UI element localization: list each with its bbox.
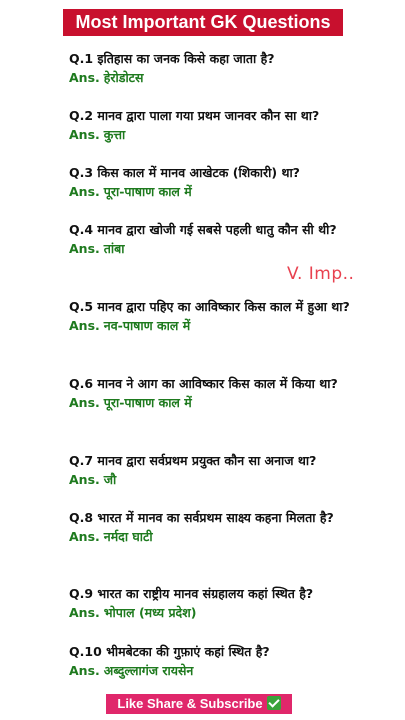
- question-text: Q.1 इतिहास का जनक किसे कहा जाता है?: [69, 51, 275, 66]
- answer-line: [69, 125, 369, 144]
- qa-item-1: [69, 49, 369, 87]
- answer-line: [69, 527, 369, 546]
- answer-line: [69, 68, 369, 87]
- answer-text: नर्मदा घाटी: [103, 529, 153, 544]
- question-text: Q.5 मानव द्वारा पहिए का आविष्कार किस काल में हुआ था?: [69, 299, 350, 314]
- question-text: Q.10 भीमबेटका की गुफ़ाएं कहां स्थित है?: [69, 644, 270, 659]
- answer-prefix: Ans.: [69, 184, 100, 199]
- question-text: Q.8 भारत में मानव का सर्वप्रथम साक्ष्य कहना मिलता है?: [69, 510, 334, 525]
- answer-line: [69, 316, 369, 335]
- qa-item-7: [69, 451, 369, 489]
- answer-text: तांबा: [103, 241, 125, 256]
- answer-text: भोपाल (मध्य प्रदेश): [103, 605, 197, 620]
- answer-text: पूरा-पाषाण काल में: [103, 184, 192, 199]
- qa-item-3: [69, 163, 369, 201]
- answer-text: जौ: [103, 472, 117, 487]
- qa-item-6: [69, 374, 369, 412]
- qa-item-8: [69, 508, 369, 546]
- answer-prefix: Ans.: [69, 70, 100, 85]
- answer-text: पूरा-पाषाण काल में: [103, 395, 192, 410]
- answer-line: [69, 470, 369, 489]
- subscribe-badge[interactable]: [106, 694, 292, 714]
- answer-line: [69, 393, 369, 412]
- qa-item-2: [69, 106, 369, 144]
- question-text: Q.4 मानव द्वारा खोजी गई सबसे पहली धातु कौन सी थी?: [69, 222, 337, 237]
- answer-text: नव-पाषाण काल में: [103, 318, 191, 333]
- question-text: Q.9 भारत का राष्ट्रीय मानव संग्रहालय कहां स्थित है?: [69, 586, 314, 601]
- answer-text: अब्दुल्लागंज रायसेन: [103, 663, 194, 678]
- qa-item-5: [69, 297, 369, 335]
- qa-item-4: [69, 220, 369, 258]
- subscribe-label: Like Share & Subscribe: [117, 696, 263, 711]
- answer-prefix: Ans.: [69, 529, 100, 544]
- answer-prefix: Ans.: [69, 318, 100, 333]
- answer-text: कुत्ता: [103, 127, 126, 142]
- page-title: Most Important GK Questions: [63, 9, 343, 36]
- answer-prefix: Ans.: [69, 395, 100, 410]
- answer-line: [69, 182, 369, 201]
- answer-prefix: Ans.: [69, 663, 100, 678]
- answer-prefix: Ans.: [69, 127, 100, 142]
- answer-text: हेरोडोटस: [103, 70, 144, 85]
- answer-prefix: Ans.: [69, 472, 100, 487]
- question-text: Q.7 मानव द्वारा सर्वप्रथम प्रयुक्त कौन सा अनाज था?: [69, 453, 317, 468]
- answer-line: [69, 603, 369, 622]
- question-text: Q.3 किस काल में मानव आखेटक (शिकारी) था?: [69, 165, 300, 180]
- answer-prefix: Ans.: [69, 241, 100, 256]
- answer-line: [69, 661, 369, 680]
- answer-line: [69, 239, 369, 258]
- check-mark-icon: [267, 696, 281, 710]
- vimp-annotation: V. Imp..: [287, 264, 355, 284]
- question-text: Q.2 मानव द्वारा पाला गया प्रथम जानवर कौन सा था?: [69, 108, 320, 123]
- qa-item-9: [69, 584, 369, 622]
- answer-prefix: Ans.: [69, 605, 100, 620]
- qa-item-10: [69, 642, 369, 680]
- question-text: Q.6 मानव ने आग का आविष्कार किस काल में किया था?: [69, 376, 338, 391]
